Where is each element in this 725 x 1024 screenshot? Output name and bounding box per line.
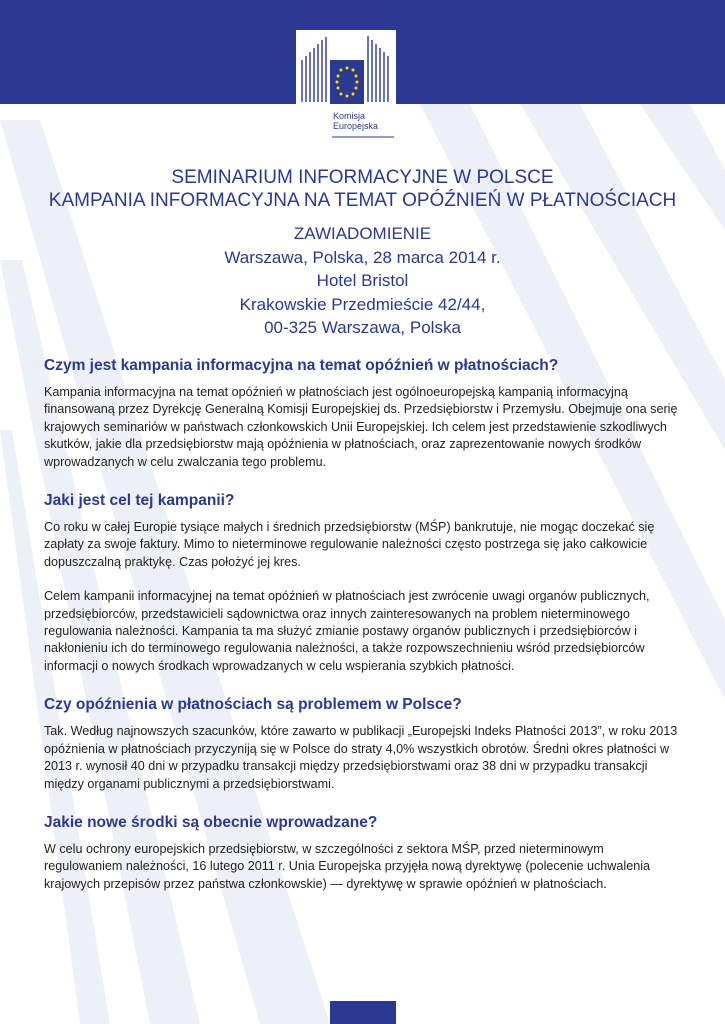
logo-caption-line1: Komisja <box>333 111 366 121</box>
section-paragraph: Celem kampanii informacyjnej na temat opóźnień w płatnościach jest zwrócenie uwagi organów publicznych, przedsiębiorców, przedstawicieli sądownictwa oraz innych zainteresowanych na problem nieterminowego regulowania należności. Kampania ta ma służyć zmianie postawy organów publicznych i przedsiębiorców i nakłonieniu ich do terminowego regulowania należności, a także rozpowszechnieniu wśród przedsiębiorców informacji o nowych środkach wprowadzanych w celu wspierania szybkich płatności. <box>44 589 650 673</box>
event-details <box>0 222 725 340</box>
section-what-is-campaign <box>44 356 680 471</box>
event-date: Warszawa, Polska, 28 marca 2014 r. <box>224 247 501 267</box>
section-paragraph: Co roku w całej Europie tysiące małych i średnich przedsiębiorstw (MŚP) bankrutuje, nie mogąc doczekać się zapłaty za swoje faktury. Mimo to nieterminowe regulowanie należności często postrzega się jako całkowicie dopuszczalną praktykę. Czas położyć jej kres. <box>44 520 655 569</box>
section-heading: Jaki jest cel tej kampanii? <box>44 492 235 510</box>
title-line-1: SEMINARIUM INFORMACYJNE W POLSCE <box>171 167 554 188</box>
venue-street: Krakowskie Przedmieście 42/44, <box>239 294 486 314</box>
section-heading: Czym jest kampania informacyjna na temat opóźnień w płatnościach? <box>44 357 559 374</box>
section-paragraph: W celu ochrony europejskich przedsiębiorstw, w szczególności z sektora MŚP, przed nieterminowym regulowaniem należności, 16 lutego 2011 r. Unia Europejska przyjęła nową dyrektywę (polecenie uchwalenia krajowych przepisów przez państwa członkowskie) — dyrektywę w sprawie opóźnień w płatnościach. <box>44 841 651 891</box>
section-campaign-goal <box>44 491 680 675</box>
document-body <box>44 356 680 893</box>
logo-caption-line2: Europejska <box>333 121 379 131</box>
footer-block <box>330 1001 396 1024</box>
section-paragraph: Kampania informacyjna na temat opóźnień w płatnościach jest ogólnoeuropejską kampanią informacyjną finansowaną przez Dyrekcję Generalną Komisji Europejskiej ds. Przedsiębiorstw i Przemysłu. Obejmuje ona serię krajowych seminariów w państwach członkowskich Unii Europejskiej. Ich celem jest przedstawienie szkodliwych skutków, jakie dla przedsiębiorstw mają opóźnienia w płatnościach, oraz zaprezentowanie nowych środków wprowadzanych w celu zwalczania tego problemu. <box>44 385 678 469</box>
section-new-measures <box>44 813 680 893</box>
title-line-2: KAMPANIA INFORMACYJNA NA TEMAT OPÓŹNIEŃ W PŁATNOŚCIACH <box>48 190 677 211</box>
logo-caption <box>333 111 378 131</box>
notice-label: ZAWIADOMIENIE <box>293 224 432 243</box>
section-heading: Czy opóźnienia w płatnościach są problemem w Polsce? <box>44 696 462 714</box>
event-venue: Hotel Bristol <box>316 271 409 290</box>
document-header <box>0 166 725 340</box>
section-paragraph: Tak. Według najnowszych szacunków, które zawarto w publikacji „Europejski Indeks Płatności 2013”, w roku 2013 opóźnienia w płatnościach przyczyniją się w Polsce do straty 4,0% wszystkich obrotów. Średni okres płatności w 2013 r. wynosił 40 dni w przypadku transakcji między przedsiębiorstwami oraz 38 dni w przypadku transakcji między organami publicznymi a przedsiębiorstwami. <box>44 724 678 791</box>
section-problem-in-poland <box>44 695 680 793</box>
section-heading: Jakie nowe środki są obecnie wprowadzane? <box>44 813 378 831</box>
venue-city: 00-325 Warszawa, Polska <box>264 318 461 337</box>
